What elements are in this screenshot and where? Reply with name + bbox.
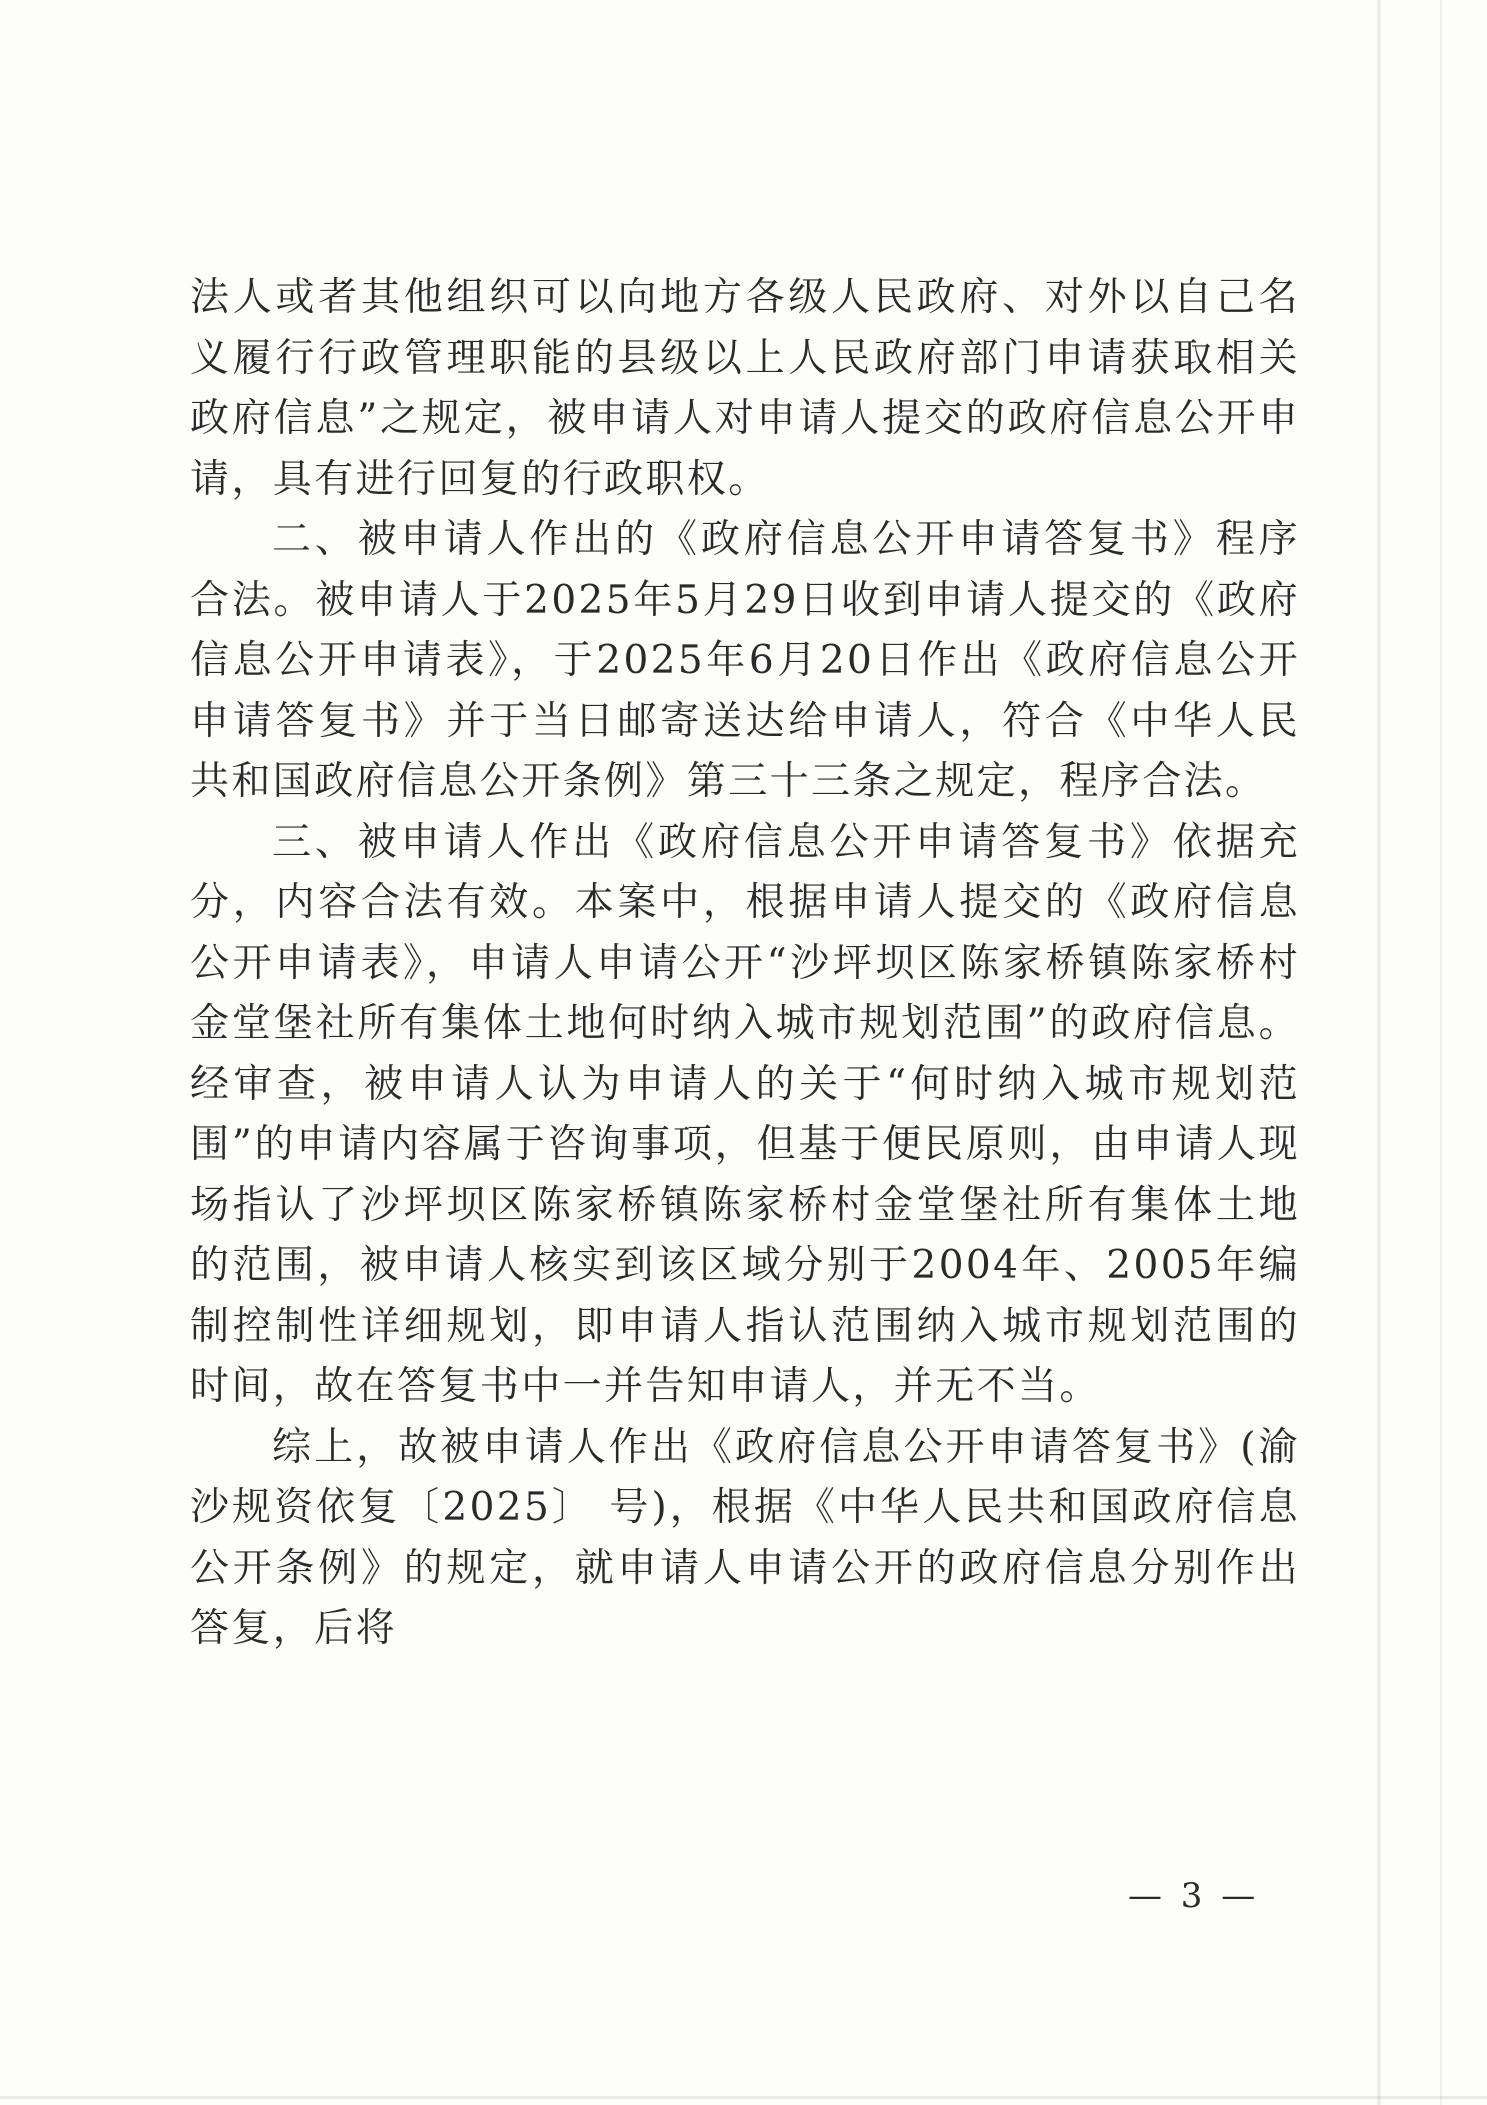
scan-fold-shadow	[1377, 0, 1381, 2105]
paragraph-continuation: 法人或者其他组织可以向地方各级人民政府、对外以自己名义履行行政管理职能的县级以上人民政府部门申请获取相关政府信息”之规定，被申请人对申请人提交的政府信息公开申请，具有进行回复的行政职权。	[190, 275, 1300, 502]
page-number: — 3 —	[1128, 1876, 1260, 1916]
paragraph-procedure-legal: 二、被申请人作出的《政府信息公开申请答复书》程序合法。被申请人于2025年5月29日收到申请人提交的《政府信息公开申请表》，于2025年6月20日作出《政府信息公开申请答复书》并于当日邮寄送达给申请人，符合《中华人民共和国政府信息公开条例》第三十三条之规定，程序合法。	[190, 517, 1300, 804]
paragraph-conclusion: 综上，故被申请人作出《政府信息公开申请答复书》(渝沙规资依复〔2025〕 号)，根据《中华人民共和国政府信息公开条例》的规定，就申请人申请公开的政府信息分别作出答复，后将	[190, 1424, 1300, 1651]
scan-bottom-line	[0, 2096, 1487, 2099]
document-body	[190, 268, 1300, 1660]
scan-edge-line	[1440, 0, 1442, 2105]
paragraph-basis-sufficient: 三、被申请人作出《政府信息公开申请答复书》依据充分，内容合法有效。本案中，根据申请人提交的《政府信息公开申请表》，申请人申请公开“沙坪坝区陈家桥镇陈家桥村金堂堡社所有集体土地何时纳入城市规划范围”的政府信息。经审查，被申请人认为申请人的关于“何时纳入城市规划范围”的申请内容属于咨询事项，但基于便民原则，由申请人现场指认了沙坪坝区陈家桥镇陈家桥村金堂堡社所有集体土地的范围，被申请人核实到该区域分别于2004年、2005年编制控制性详细规划，即申请人指认范围纳入城市规划范围的时间，故在答复书中一并告知申请人，并无不当。	[190, 819, 1300, 1409]
